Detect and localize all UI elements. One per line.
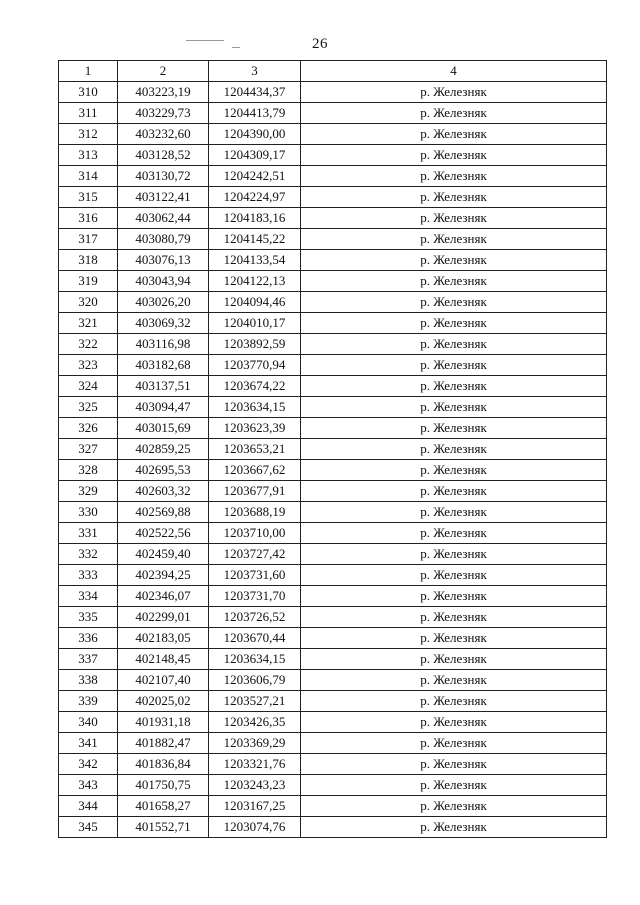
table-row — [59, 82, 607, 103]
table-row — [59, 418, 607, 439]
description-cell: р. Железняк — [301, 397, 607, 418]
description-cell: р. Железняк — [301, 208, 607, 229]
point-number-cell: 329 — [59, 481, 118, 502]
x-coordinate-cell: 402346,07 — [118, 586, 209, 607]
description-cell: р. Железняк — [301, 460, 607, 481]
y-coordinate-cell: 1204145,22 — [209, 229, 301, 250]
description-cell: р. Железняк — [301, 670, 607, 691]
table-row — [59, 649, 607, 670]
table-row — [59, 733, 607, 754]
description-cell: р. Железняк — [301, 418, 607, 439]
table-row — [59, 670, 607, 691]
x-coordinate-cell: 402695,53 — [118, 460, 209, 481]
y-coordinate-cell: 1204094,46 — [209, 292, 301, 313]
y-coordinate-cell: 1204434,37 — [209, 82, 301, 103]
table-row — [59, 145, 607, 166]
point-number-cell: 344 — [59, 796, 118, 817]
y-coordinate-cell: 1204133,54 — [209, 250, 301, 271]
table-row — [59, 208, 607, 229]
point-number-cell: 310 — [59, 82, 118, 103]
y-coordinate-cell: 1203726,52 — [209, 607, 301, 628]
y-coordinate-cell: 1203731,60 — [209, 565, 301, 586]
description-cell: р. Железняк — [301, 628, 607, 649]
x-coordinate-cell: 401658,27 — [118, 796, 209, 817]
table-row — [59, 502, 607, 523]
x-coordinate-cell: 403137,51 — [118, 376, 209, 397]
point-number-cell: 328 — [59, 460, 118, 481]
point-number-cell: 316 — [59, 208, 118, 229]
y-coordinate-cell: 1203710,00 — [209, 523, 301, 544]
point-number-cell: 339 — [59, 691, 118, 712]
table-row — [59, 187, 607, 208]
x-coordinate-cell: 401552,71 — [118, 817, 209, 838]
description-cell: р. Железняк — [301, 82, 607, 103]
x-coordinate-cell: 402859,25 — [118, 439, 209, 460]
point-number-cell: 333 — [59, 565, 118, 586]
table-row — [59, 565, 607, 586]
coordinates-table — [58, 60, 607, 838]
y-coordinate-cell: 1203670,44 — [209, 628, 301, 649]
table-row — [59, 544, 607, 565]
x-coordinate-cell: 403015,69 — [118, 418, 209, 439]
x-coordinate-cell: 401750,75 — [118, 775, 209, 796]
y-coordinate-cell: 1204242,51 — [209, 166, 301, 187]
x-coordinate-cell: 402299,01 — [118, 607, 209, 628]
x-coordinate-cell: 403069,32 — [118, 313, 209, 334]
point-number-cell: 332 — [59, 544, 118, 565]
table-row — [59, 796, 607, 817]
table-row — [59, 313, 607, 334]
point-number-cell: 323 — [59, 355, 118, 376]
table-row — [59, 103, 607, 124]
column-header: 1 — [59, 61, 118, 82]
y-coordinate-cell: 1203731,70 — [209, 586, 301, 607]
x-coordinate-cell: 403229,73 — [118, 103, 209, 124]
page-number: 26 — [312, 36, 328, 52]
table-row — [59, 166, 607, 187]
column-header: 2 — [118, 61, 209, 82]
table-row — [59, 439, 607, 460]
table-row — [59, 754, 607, 775]
column-header: 4 — [301, 61, 607, 82]
point-number-cell: 315 — [59, 187, 118, 208]
description-cell: р. Железняк — [301, 502, 607, 523]
table-row — [59, 397, 607, 418]
table-row — [59, 523, 607, 544]
point-number-cell: 343 — [59, 775, 118, 796]
point-number-cell: 338 — [59, 670, 118, 691]
description-cell: р. Железняк — [301, 544, 607, 565]
table-row — [59, 775, 607, 796]
point-number-cell: 334 — [59, 586, 118, 607]
description-cell: р. Железняк — [301, 817, 607, 838]
point-number-cell: 314 — [59, 166, 118, 187]
point-number-cell: 325 — [59, 397, 118, 418]
point-number-cell: 340 — [59, 712, 118, 733]
table-row — [59, 586, 607, 607]
table-row — [59, 292, 607, 313]
point-number-cell: 327 — [59, 439, 118, 460]
y-coordinate-cell: 1204309,17 — [209, 145, 301, 166]
point-number-cell: 312 — [59, 124, 118, 145]
description-cell: р. Железняк — [301, 271, 607, 292]
description-cell: р. Железняк — [301, 229, 607, 250]
point-number-cell: 313 — [59, 145, 118, 166]
x-coordinate-cell: 402394,25 — [118, 565, 209, 586]
table-row — [59, 481, 607, 502]
description-cell: р. Железняк — [301, 292, 607, 313]
y-coordinate-cell: 1203770,94 — [209, 355, 301, 376]
description-cell: р. Железняк — [301, 481, 607, 502]
description-cell: р. Железняк — [301, 439, 607, 460]
y-coordinate-cell: 1203892,59 — [209, 334, 301, 355]
table-row — [59, 691, 607, 712]
x-coordinate-cell: 402107,40 — [118, 670, 209, 691]
x-coordinate-cell: 402522,56 — [118, 523, 209, 544]
y-coordinate-cell: 1204224,97 — [209, 187, 301, 208]
x-coordinate-cell: 403122,41 — [118, 187, 209, 208]
description-cell: р. Железняк — [301, 691, 607, 712]
table-row — [59, 229, 607, 250]
table-header-row — [59, 61, 607, 82]
x-coordinate-cell: 403232,60 — [118, 124, 209, 145]
x-coordinate-cell: 402148,45 — [118, 649, 209, 670]
x-coordinate-cell: 403080,79 — [118, 229, 209, 250]
x-coordinate-cell: 403062,44 — [118, 208, 209, 229]
point-number-cell: 320 — [59, 292, 118, 313]
table-body — [59, 82, 607, 838]
x-coordinate-cell: 401882,47 — [118, 733, 209, 754]
point-number-cell: 317 — [59, 229, 118, 250]
point-number-cell: 337 — [59, 649, 118, 670]
description-cell: р. Железняк — [301, 334, 607, 355]
description-cell: р. Железняк — [301, 355, 607, 376]
y-coordinate-cell: 1204390,00 — [209, 124, 301, 145]
y-coordinate-cell: 1203634,15 — [209, 649, 301, 670]
point-number-cell: 335 — [59, 607, 118, 628]
x-coordinate-cell: 403130,72 — [118, 166, 209, 187]
y-coordinate-cell: 1203623,39 — [209, 418, 301, 439]
y-coordinate-cell: 1203677,91 — [209, 481, 301, 502]
y-coordinate-cell: 1204122,13 — [209, 271, 301, 292]
point-number-cell: 311 — [59, 103, 118, 124]
table-row — [59, 628, 607, 649]
x-coordinate-cell: 401931,18 — [118, 712, 209, 733]
table-row — [59, 460, 607, 481]
description-cell: р. Железняк — [301, 712, 607, 733]
x-coordinate-cell: 403182,68 — [118, 355, 209, 376]
y-coordinate-cell: 1204183,16 — [209, 208, 301, 229]
point-number-cell: 319 — [59, 271, 118, 292]
point-number-cell: 326 — [59, 418, 118, 439]
description-cell: р. Железняк — [301, 649, 607, 670]
description-cell: р. Железняк — [301, 145, 607, 166]
y-coordinate-cell: 1203243,23 — [209, 775, 301, 796]
description-cell: р. Железняк — [301, 166, 607, 187]
y-coordinate-cell: 1203074,76 — [209, 817, 301, 838]
y-coordinate-cell: 1203653,21 — [209, 439, 301, 460]
point-number-cell: 318 — [59, 250, 118, 271]
description-cell: р. Железняк — [301, 607, 607, 628]
x-coordinate-cell: 402569,88 — [118, 502, 209, 523]
table-row — [59, 607, 607, 628]
point-number-cell: 331 — [59, 523, 118, 544]
y-coordinate-cell: 1204010,17 — [209, 313, 301, 334]
y-coordinate-cell: 1203321,76 — [209, 754, 301, 775]
table-row — [59, 376, 607, 397]
x-coordinate-cell: 403116,98 — [118, 334, 209, 355]
description-cell: р. Железняк — [301, 796, 607, 817]
description-cell: р. Железняк — [301, 103, 607, 124]
x-coordinate-cell: 403043,94 — [118, 271, 209, 292]
description-cell: р. Железняк — [301, 187, 607, 208]
description-cell: р. Железняк — [301, 250, 607, 271]
y-coordinate-cell: 1204413,79 — [209, 103, 301, 124]
x-coordinate-cell: 402183,05 — [118, 628, 209, 649]
x-coordinate-cell: 403076,13 — [118, 250, 209, 271]
point-number-cell: 342 — [59, 754, 118, 775]
point-number-cell: 321 — [59, 313, 118, 334]
x-coordinate-cell: 402459,40 — [118, 544, 209, 565]
y-coordinate-cell: 1203527,21 — [209, 691, 301, 712]
description-cell: р. Железняк — [301, 124, 607, 145]
table-row — [59, 817, 607, 838]
y-coordinate-cell: 1203426,35 — [209, 712, 301, 733]
description-cell: р. Железняк — [301, 565, 607, 586]
x-coordinate-cell: 403223,19 — [118, 82, 209, 103]
x-coordinate-cell: 401836,84 — [118, 754, 209, 775]
point-number-cell: 341 — [59, 733, 118, 754]
y-coordinate-cell: 1203688,19 — [209, 502, 301, 523]
table-row — [59, 355, 607, 376]
y-coordinate-cell: 1203369,29 — [209, 733, 301, 754]
table-row — [59, 271, 607, 292]
x-coordinate-cell: 403026,20 — [118, 292, 209, 313]
table-row — [59, 712, 607, 733]
description-cell: р. Железняк — [301, 733, 607, 754]
point-number-cell: 336 — [59, 628, 118, 649]
x-coordinate-cell: 403128,52 — [118, 145, 209, 166]
x-coordinate-cell: 403094,47 — [118, 397, 209, 418]
description-cell: р. Железняк — [301, 313, 607, 334]
description-cell: р. Железняк — [301, 775, 607, 796]
table-row — [59, 124, 607, 145]
point-number-cell: 324 — [59, 376, 118, 397]
y-coordinate-cell: 1203167,25 — [209, 796, 301, 817]
y-coordinate-cell: 1203606,79 — [209, 670, 301, 691]
y-coordinate-cell: 1203634,15 — [209, 397, 301, 418]
description-cell: р. Железняк — [301, 754, 607, 775]
description-cell: р. Железняк — [301, 586, 607, 607]
y-coordinate-cell: 1203727,42 — [209, 544, 301, 565]
point-number-cell: 322 — [59, 334, 118, 355]
table-row — [59, 334, 607, 355]
y-coordinate-cell: 1203667,62 — [209, 460, 301, 481]
description-cell: р. Железняк — [301, 376, 607, 397]
point-number-cell: 345 — [59, 817, 118, 838]
x-coordinate-cell: 402603,32 — [118, 481, 209, 502]
column-header: 3 — [209, 61, 301, 82]
point-number-cell: 330 — [59, 502, 118, 523]
x-coordinate-cell: 402025,02 — [118, 691, 209, 712]
description-cell: р. Железняк — [301, 523, 607, 544]
y-coordinate-cell: 1203674,22 — [209, 376, 301, 397]
table-row — [59, 250, 607, 271]
